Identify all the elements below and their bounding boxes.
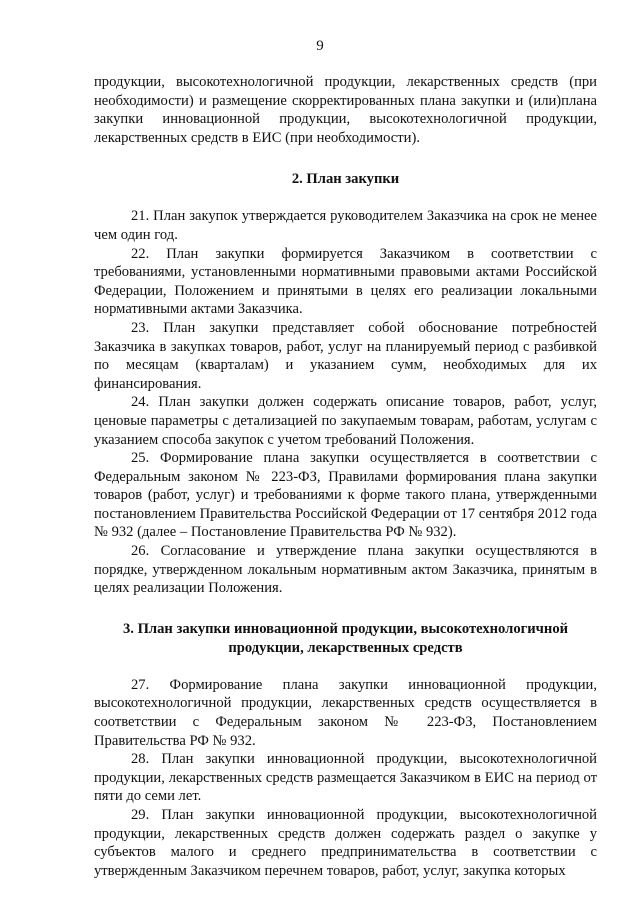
clause-23: 23. План закупки представляет собой обоснование потребностей Заказчика в закупках товаров, работ, услуг на планируемый период с разбивкой по месяцам (кварталам) и указанием сумм, необходимых для их финансирования. bbox=[94, 319, 597, 392]
page-number: 9 bbox=[316, 38, 324, 54]
intro-paragraph: продукции, высокотехнологичной продукции, лекарственных средств (при необходимости) и размещение скорректированных плана закупки и (или)плана закупки инновационной продукции, высокотехнологичной продукции, лекарственных средств в ЕИС (при необходимости). bbox=[94, 74, 597, 146]
clause-27: 27. Формирование плана закупки инновационной продукции, высокотехнологичной продукции, лекарственных средств осуществляется в соответствии с Федеральным законом № 223-ФЗ, Постановлением Правительства РФ № 932. bbox=[94, 676, 597, 749]
clause-25: 25. Формирование плана закупки осуществляется в соответствии с Федеральным законом № 223-ФЗ, Правилами формирования плана закупки товаров (работ, услуг) и требованиями к форме такого плана, утвержденными постановлением Правительства Российской Федерации от 17 сентября 2012 года № 932 (далее – Постановление Правительства РФ № 932). bbox=[94, 450, 597, 541]
clause-21: 21. План закупок утверждается руководителем Заказчика на срок не менее чем один год. bbox=[94, 208, 597, 243]
clause-26: 26. Согласование и утверждение плана закупки осуществляются в порядке, утвержденном локальным нормативным актом Заказчика, принятым в целях реализации Положения. bbox=[94, 543, 597, 597]
section-2-heading: 2. План закупки bbox=[291, 171, 400, 188]
clause-24: 24. План закупки должен содержать описание товаров, работ, услуг, ценовые параметры с детализацией по закупаемым товарам, работам, услугам с указанием способа закупок с учетом требований Положения. bbox=[94, 394, 597, 448]
clause-29: 29. План закупки инновационной продукции, высокотехнологичной продукции, лекарственных средств должен содержать раздел о закупке у субъектов малого и среднего предпринимательства в соответствии с утвержденным Заказчиком перечнем товаров, работ, услуг, закупка которых bbox=[94, 807, 597, 879]
page-content bbox=[94, 73, 597, 880]
clause-28: 28. План закупки инновационной продукции, высокотехнологичной продукции, лекарственных средств размещается Заказчиком в ЕИС на период от пяти до семи лет. bbox=[94, 751, 597, 805]
clause-22: 22. План закупки формируется Заказчиком в соответствии с требованиями, установленными нормативными правовыми актами Российской Федерации, Положением и принятыми в целях его реализации локальными нормативными актами Заказчика. bbox=[94, 245, 597, 318]
section-3-heading: 3. План закупки инновационной продукции, высокотехнологичной продукции, лекарственных средств bbox=[122, 620, 569, 656]
